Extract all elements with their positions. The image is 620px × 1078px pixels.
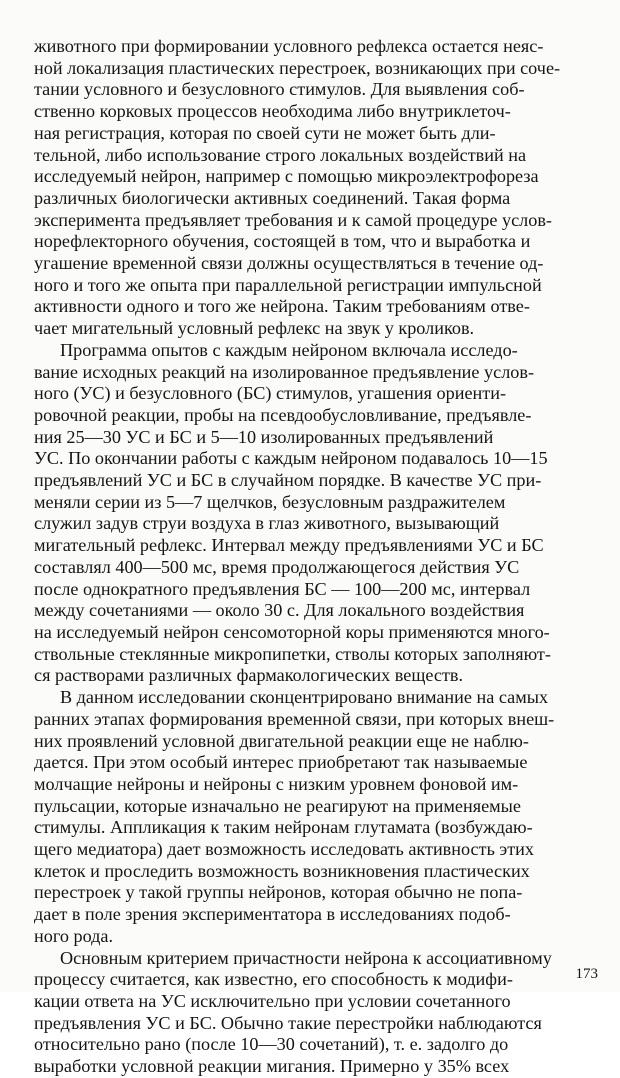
text-line: ния 25—30 УС и БС и 5—10 изолированных предъявлений (34, 426, 494, 447)
text-line: УС. По окончании работы с каждым нейроном подавалось 10—15 (34, 448, 548, 469)
text-line: различных биологически активных соединений. Такая форма (34, 187, 511, 208)
text-line: них проявлений условной двигательной реакции еще не наблю- (34, 730, 529, 751)
text-line: дает в поле зрения экспериментатора в исследованиях подоб- (34, 904, 511, 925)
text-line: на исследуемый нейрон сенсомоторной коры применяются много- (34, 621, 550, 642)
text-line: между сочетаниями — около 30 с. Для локального воздействия (34, 600, 525, 621)
text-line: клеток и проследить возможность возникновения пластических (34, 860, 530, 881)
text-line: предъявления УС и БС. Обычно такие перестройки наблюдаются (34, 1012, 542, 1033)
text-line: угашение временной связи должны осуществляться в течение од- (34, 253, 544, 274)
paragraph-start-line: Программа опытов с каждым нейроном включала исследо- (60, 339, 518, 360)
text-line: после однократного предъявления БС — 100—200 мс, интервал (34, 578, 531, 599)
text-line: относительно рано (после 10—30 сочетаний), т. е. задолго до (34, 1034, 509, 1055)
paragraph-start-line: В данном исследовании сконцентрировано внимание на самых (60, 687, 549, 708)
text-line: норефлекторного обучения, состоящей в том, что и выработка и (34, 231, 531, 252)
text-line: ной локализация пластических перестроек, возникающих при соче- (34, 57, 561, 78)
text-line: перестроек у такой группы нейронов, которая обычно не попа- (34, 882, 523, 903)
text-line: молчащие нейроны и нейроны с низким уровнем фоновой им- (34, 773, 519, 794)
text-line: активности одного и того же нейрона. Таким требованиям отве- (34, 296, 530, 317)
text-line: мигательный рефлекс. Интервал между предъявлениями УС и БС (34, 535, 544, 556)
text-line: ровочной реакции, пробы на псевдообусловливание, предъявле- (34, 404, 532, 425)
text-line: вание исходных реакций на изолированное предъявление услов- (34, 361, 535, 382)
text-line: эксперимента предъявляет требования и к самой процедуре услов- (34, 209, 552, 230)
page-number: 173 (575, 966, 598, 982)
text-line: исследуемый нейрон, например с помощью микроэлектрофореза (34, 166, 539, 187)
text-line: тельной, либо использование строго локальных воздействий на (34, 144, 527, 165)
text-line: выработки условной реакции мигания. Примерно у 35% всех (34, 1056, 510, 1077)
text-line: составлял 400—500 мс, время продолжающегося действия УС (34, 556, 520, 577)
text-line: ная регистрация, которая по своей сути не может быть дли- (34, 122, 496, 143)
text-line: ся растворами различных фармакологических веществ. (34, 665, 464, 686)
text-line: ного рода. (34, 925, 114, 946)
text-line: тании условного и безусловного стимулов. Для выявления соб- (34, 79, 525, 100)
text-line: животного при формировании условного рефлекса остается неяс- (34, 36, 544, 56)
text-line: стимулы. Аппликация к таким нейронам глутамата (возбуждаю- (34, 817, 533, 838)
text-line: ного и того же опыта при параллельной регистрации импульсной (34, 274, 542, 295)
text-line: меняли серии из 5—7 щелчков, безусловным раздражителем (34, 491, 506, 512)
text-line: ранних этапах формирования временной связи, при которых внеш- (34, 708, 555, 729)
text-line: ного (УС) и безусловного (БС) стимулов, угашения ориенти- (34, 383, 506, 404)
body-text (34, 36, 614, 1078)
text-line: ственно корковых процессов необходима либо внутриклеточ- (34, 101, 511, 122)
text-line: чает мигательный условный рефлекс на звук у кроликов. (34, 318, 475, 339)
text-line: дается. При этом особый интерес приобретают так называемые (34, 752, 528, 773)
text-line: служил задув струи воздуха в глаз животного, вызывающий (34, 513, 500, 534)
text-line: щего медиатора) дает возможность исследовать активность этих (34, 839, 534, 860)
text-line: процессу считается, как известно, его способность к модифи- (34, 969, 513, 990)
paragraph-start-line: Основным критерием причастности нейрона к ассоциативному (60, 947, 552, 968)
text-line: пульсации, которые изначально не реагируют на применяемые (34, 795, 521, 816)
text-line: ствольные стеклянные микропипетки, стволы которых заполняют- (34, 643, 551, 664)
text-line: кации ответа на УС исключительно при условии сочетанного (34, 990, 511, 1011)
text-line: предъявлений УС и БС в случайном порядке. В качестве УС при- (34, 470, 542, 491)
